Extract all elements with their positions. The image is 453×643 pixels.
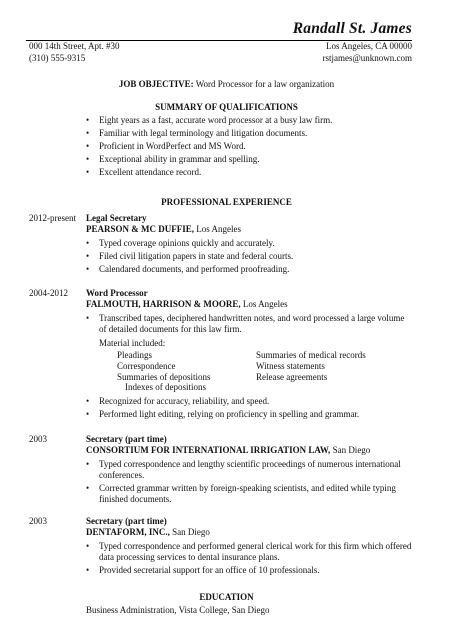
job-date: 2003 [29, 516, 47, 526]
list-item: • Typed correspondence and performed general clerical work for this firm which offered data processing services to dental insurance plans. [86, 541, 412, 565]
job-title: Secretary (part time) [86, 516, 167, 526]
list-item: • Transcribed tapes, deciphered handwritten notes, and word processed a large volume of detailed documents for this law firm. [86, 313, 408, 337]
job-location: San Diego [169, 527, 210, 537]
list-item: • Recognized for accuracy, reliability, and speed. [86, 396, 416, 409]
job-employer-line [86, 445, 370, 456]
materials-list-right [256, 350, 366, 382]
email-address: rstjames@unknown.com [322, 53, 412, 63]
job-employer: FALMOUTH, HARRISON & MOORE, [86, 299, 241, 309]
phone-number: (310) 555-9315 [29, 53, 86, 63]
candidate-name: Randall St. James [292, 20, 412, 37]
list-item: • Proficient in WordPerfect and MS Word. [86, 141, 416, 154]
job-bullets [86, 313, 408, 337]
summary-list [86, 115, 416, 180]
job-employer-line [86, 299, 288, 310]
experience-heading: PROFESSIONAL EXPERIENCE [161, 197, 292, 207]
job-title: Secretary (part time) [86, 434, 167, 444]
city-state-zip: Los Angeles, CA 00000 [325, 41, 412, 51]
list-item: • Exceptional ability in grammar and spelling. [86, 154, 416, 167]
objective-label: JOB OBJECTIVE: [118, 79, 194, 89]
job-location: Los Angeles [194, 224, 241, 234]
list-item: Witness statements [256, 360, 325, 371]
list-item: Summaries of depositions [117, 371, 211, 382]
materials-list-left [117, 350, 211, 393]
job-employer: DENTAFORM, INC., [86, 527, 170, 537]
job-title: Word Processor [86, 288, 148, 298]
job-objective [0, 79, 453, 90]
list-item: • Typed coverage opinions quickly and accurately. [86, 238, 416, 251]
contact-left [29, 41, 120, 65]
summary-heading: SUMMARY OF QUALIFICATIONS [155, 102, 298, 112]
job-employer: PEARSON & MC DUFFIE, [86, 224, 194, 234]
job-employer: CONSORTIUM FOR INTERNATIONAL IRRIGATION LAW, [86, 445, 331, 455]
list-item: • Excellent attendance record. [86, 167, 416, 180]
list-item: Correspondence [117, 360, 176, 371]
list-item: • Corrected grammar written by foreign-speaking scientists, and edited while typing finished documents. [86, 483, 408, 507]
list-item: • Eight years as a fast, accurate word processor at a busy law firm. [86, 115, 416, 128]
street-address: 000 14th Street, Apt. #30 [29, 41, 120, 51]
job-bullets [86, 459, 408, 507]
job-date: 2004-2012 [29, 288, 68, 298]
list-item: • Filed civil litigation papers in state and federal courts. [86, 251, 416, 264]
list-item: Summaries of medical records [256, 350, 366, 360]
list-item: • Performed light editing, relying on proficiency in spelling and grammar. [86, 409, 416, 422]
job-date: 2012-present [29, 213, 76, 223]
education-heading: EDUCATION [199, 592, 254, 602]
list-item: • Typed correspondence and lengthy scientific proceedings of numerous international conferences. [86, 459, 408, 483]
job-bullets [86, 541, 412, 578]
job-location: San Diego [330, 445, 371, 455]
job-employer-line [86, 224, 241, 235]
list-item: Pleadings [117, 350, 152, 360]
objective-text: Word Processor for a law organization [193, 79, 335, 89]
education-text: Business Administration, Vista College, San Diego [86, 605, 270, 615]
job-date: 2003 [29, 434, 47, 444]
contact-right [322, 41, 412, 65]
job-location: Los Angeles [240, 299, 288, 309]
list-item: • Provided secretarial support for an office of 10 professionals. [86, 565, 412, 578]
job-bullets [86, 396, 416, 422]
job-title: Legal Secretary [86, 213, 147, 223]
job-bullets [86, 238, 416, 277]
materials-label: Material included: [99, 338, 166, 348]
list-item: Release agreements [256, 371, 328, 382]
list-item: • Calendared documents, and performed proofreading. [86, 264, 416, 277]
list-item: Indexes of depositions [125, 382, 206, 393]
job-employer-line [86, 527, 210, 538]
list-item: • Familiar with legal terminology and litigation documents. [86, 128, 416, 141]
